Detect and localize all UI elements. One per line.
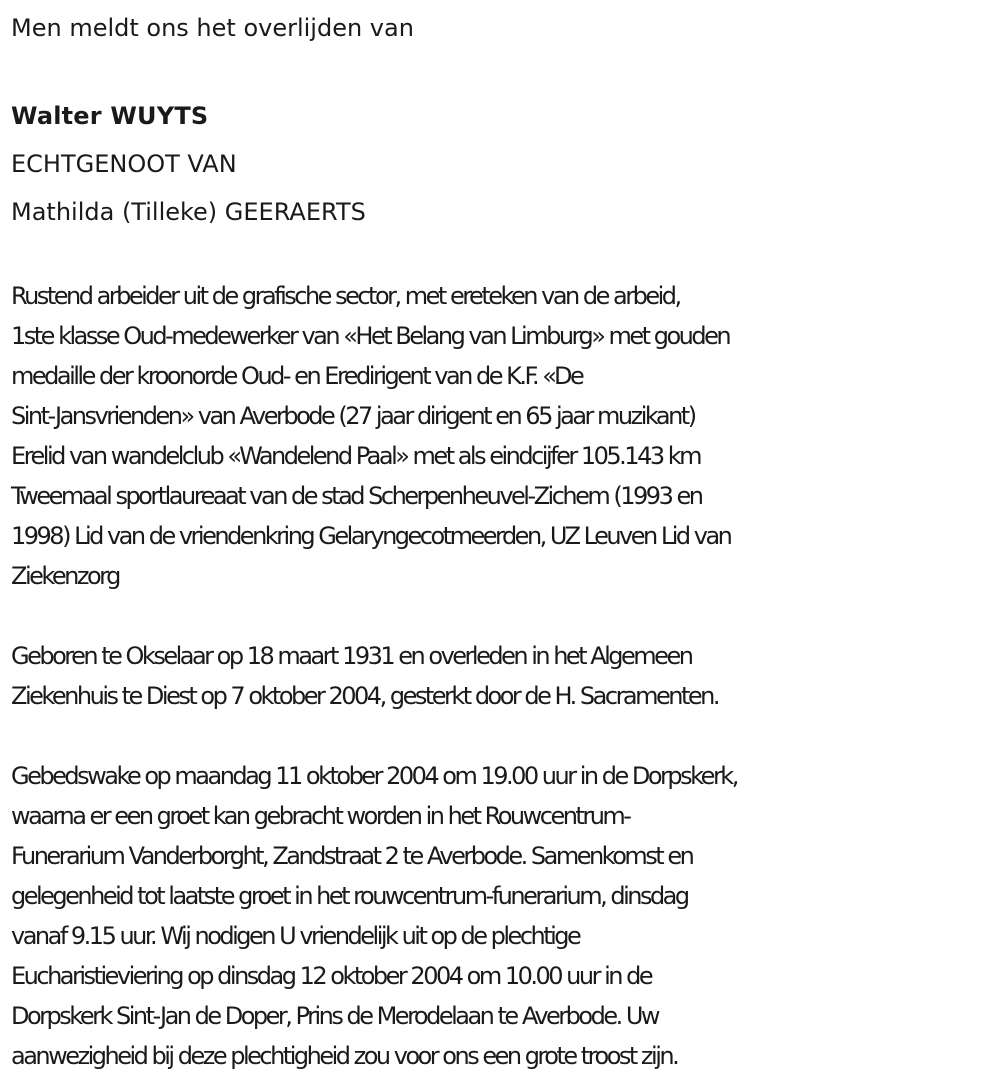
ceremony-line: Dorpskerk Sint-Jan de Doper, Prins de Merodelaan te Averbode. Uw — [11, 1002, 659, 1030]
spouse-name: Mathilda (Tilleke) GEERAERTS — [11, 198, 366, 226]
birth-death-line: Geboren te Okselaar op 18 maart 1931 en overleden in het Algemeen — [11, 642, 692, 670]
biography-line: Ziekenzorg — [11, 562, 119, 590]
biography-line: 1ste klasse Oud-medewerker van «Het Belang van Limburg» met gouden — [11, 322, 730, 350]
deceased-block — [11, 92, 990, 236]
ceremony-line: gelegenheid tot laatste groet in het rouwcentrum-funerarium, dinsdag — [11, 882, 688, 910]
ceremony-paragraph — [11, 756, 990, 1076]
ceremony-line: Funerarium Vanderborght, Zandstraat 2 te Averbode. Samenkomst en — [11, 842, 693, 870]
biography-line: Rustend arbeider uit de grafische sector, met ereteken van de arbeid, — [11, 282, 680, 310]
biography-paragraph — [11, 276, 990, 596]
relation-label: ECHTGENOOT VAN — [11, 150, 237, 178]
biography-line: 1998) Lid van de vriendenkring Gelaryngecotmeerden, UZ Leuven Lid van — [11, 522, 731, 550]
ceremony-line: vanaf 9.15 uur. Wij nodigen U vriendelijk uit op de plechtige — [11, 922, 580, 950]
ceremony-line: Gebedswake op maandag 11 oktober 2004 om 19.00 uur in de Dorpskerk, — [11, 762, 737, 790]
ceremony-line: Eucharistieviering op dinsdag 12 oktober 2004 om 10.00 uur in de — [11, 962, 652, 990]
biography-line: Erelid van wandelclub «Wandelend Paal» met als eindcijfer 105.143 km — [11, 442, 701, 470]
ceremony-line: aanwezigheid bij deze plechtigheid zou voor ons een grote troost zijn. — [11, 1042, 678, 1070]
birth-death-line: Ziekenhuis te Diest op 7 oktober 2004, gesterkt door de H. Sacramenten. — [11, 682, 719, 710]
biography-line: medaille der kroonorde Oud- en Eredirigent van de K.F. «De — [11, 362, 583, 390]
intro-text: Men meldt ons het overlijden van — [11, 14, 414, 42]
biography-line: Tweemaal sportlaureaat van de stad Scherpenheuvel-Zichem (1993 en — [11, 482, 702, 510]
ceremony-line: waarna er een groet kan gebracht worden in het Rouwcentrum- — [11, 802, 630, 830]
biography-line: Sint-Jansvrienden» van Averbode (27 jaar dirigent en 65 jaar muzikant) — [11, 402, 695, 430]
deceased-name: Walter WUYTS — [11, 102, 209, 130]
birth-death-paragraph — [11, 636, 990, 716]
